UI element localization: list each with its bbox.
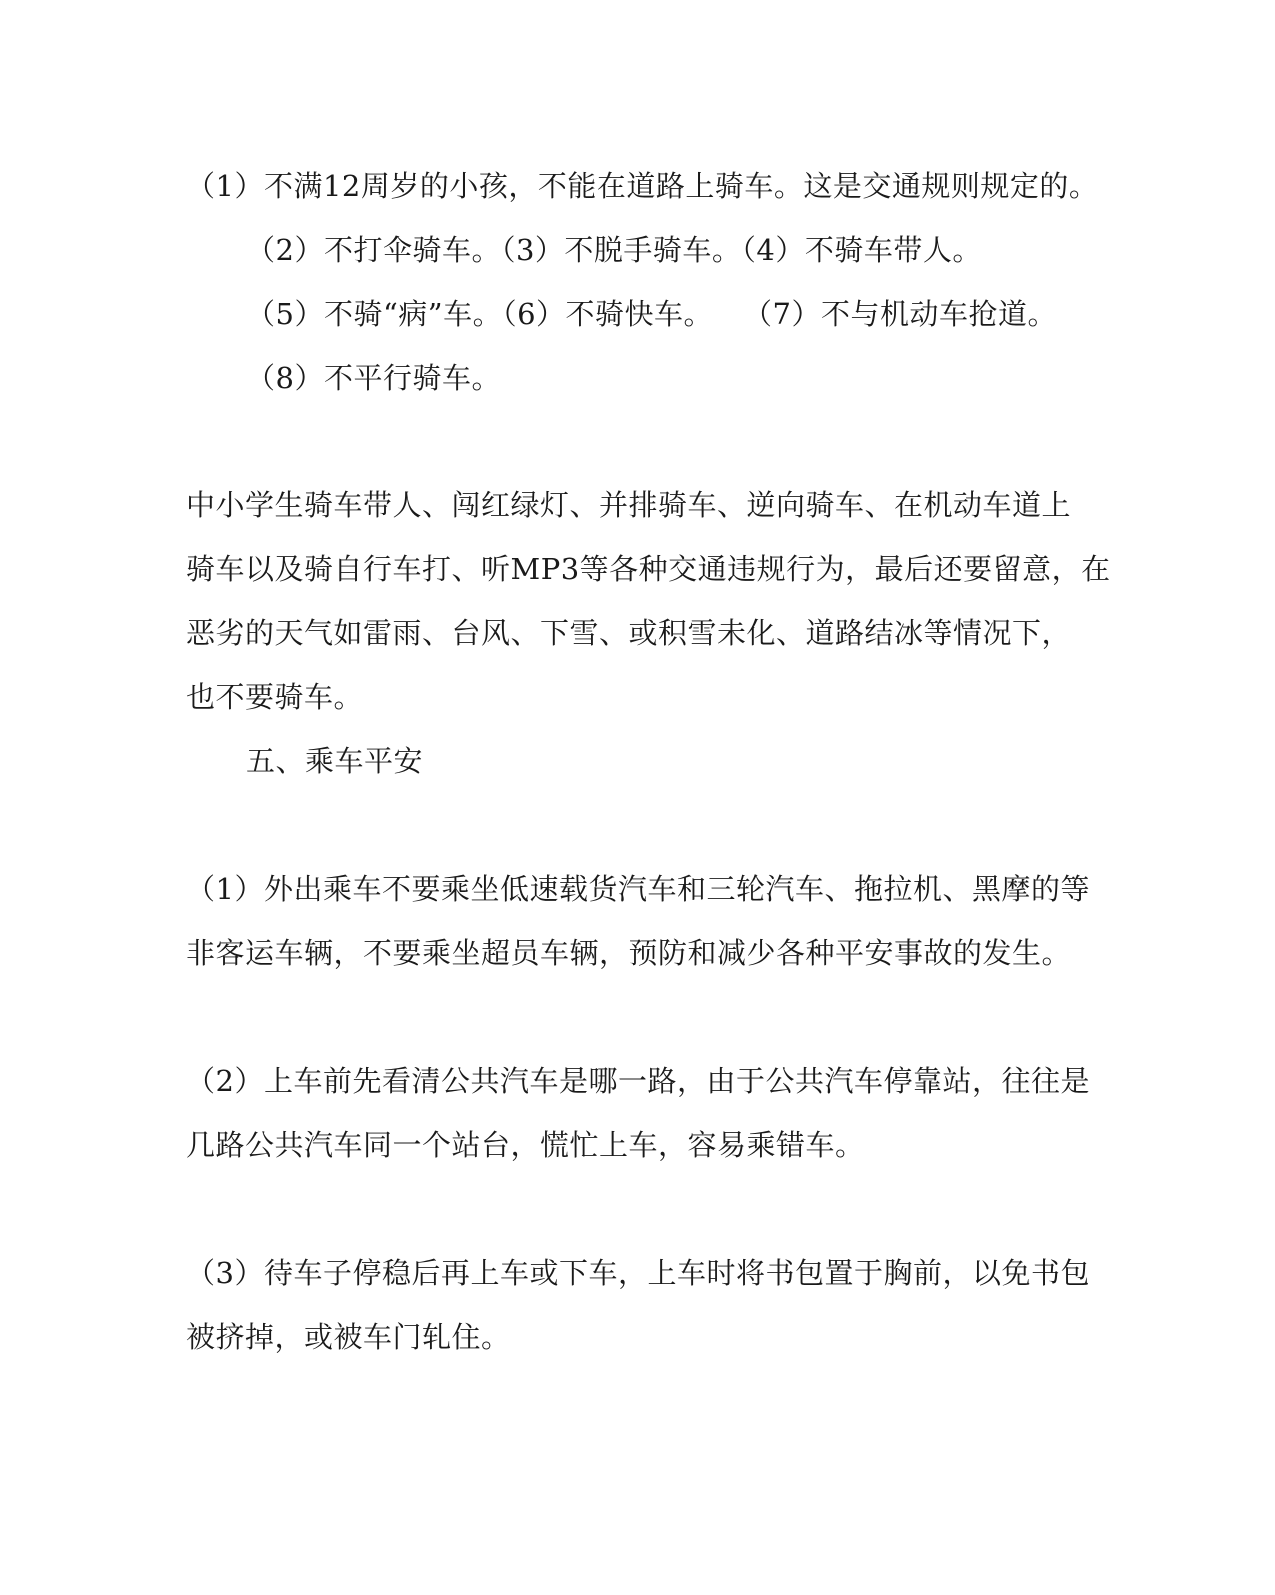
ride-item-1-line-2: 非客运车辆，不要乘坐超员车辆，预防和减少各种平安事故的发生。 — [186, 936, 1072, 970]
ride-item-3-line-1: （3）待车子停稳后再上车或下车，上车时将书包置于胸前，以免书包 — [186, 1256, 1090, 1290]
violations-line-3: 恶劣的天气如雷雨、台风、下雪、或积雪未化、道路结冰等情况下， — [186, 616, 1072, 650]
ride-item-2-line-1: （2）上车前先看清公共汽车是哪一路，由于公共汽车停靠站，往往是 — [186, 1064, 1090, 1098]
ride-item-3-line-2: 被挤掉，或被车门轧住。 — [186, 1320, 511, 1354]
bike-rule-8: （8）不平行骑车。 — [246, 361, 501, 395]
bike-rule-1: （1）不满12周岁的小孩，不能在道路上骑车。这是交通规则规定的。 — [186, 169, 1099, 203]
violations-line-2: 骑车以及骑自行车打、听MP3等各种交通违规行为，最后还要留意，在 — [186, 552, 1111, 586]
violations-line-1: 中小学生骑车带人、闯红绿灯、并排骑车、逆向骑车、在机动车道上 — [186, 488, 1072, 522]
ride-item-2-line-2: 几路公共汽车同一个站台，慌忙上车，容易乘错车。 — [186, 1128, 865, 1162]
violations-line-4: 也不要骑车。 — [186, 680, 364, 714]
section-five-heading: 五、乘车平安 — [246, 744, 424, 778]
bike-rules-5-7: （5）不骑“病”车。（6）不骑快车。 （7）不与机动车抢道。 — [246, 297, 1058, 331]
ride-item-1-line-1: （1）外出乘车不要乘坐低速载货汽车和三轮汽车、拖拉机、黑摩的等 — [186, 872, 1090, 906]
bike-rules-2-4: （2）不打伞骑车。（3）不脱手骑车。（4）不骑车带人。 — [246, 233, 982, 267]
